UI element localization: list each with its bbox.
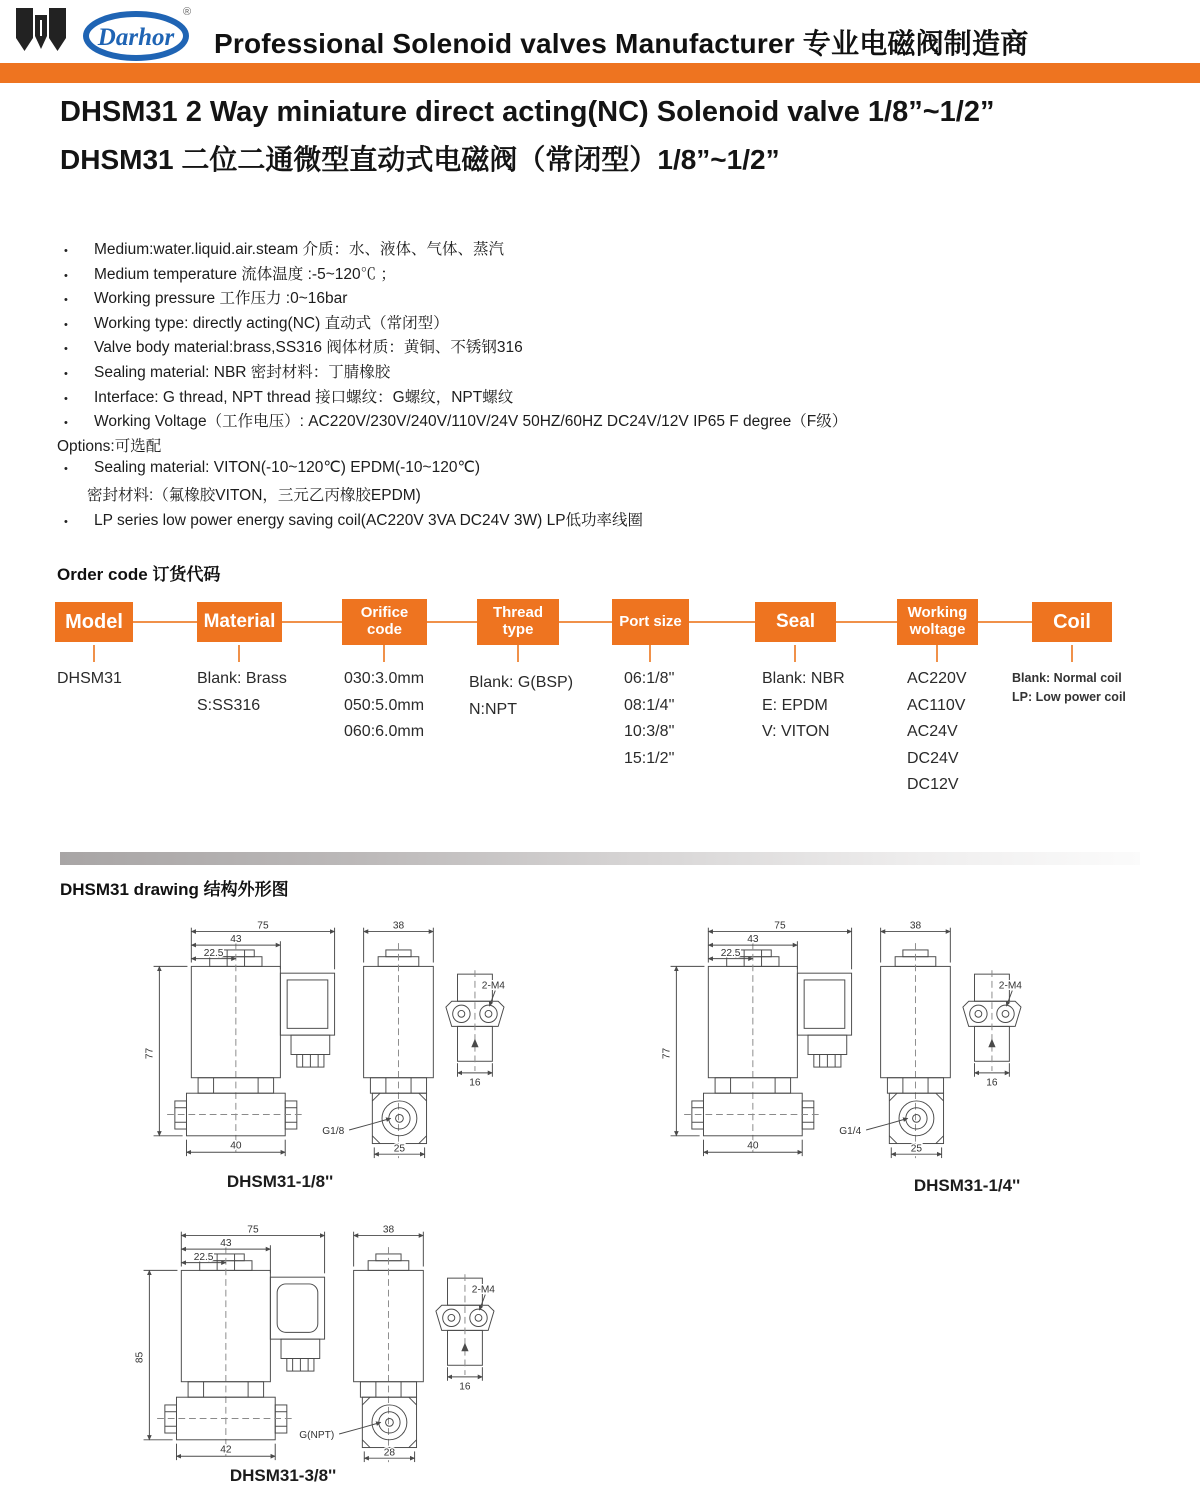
dimension-labels — [145, 921, 506, 1155]
order-drop-line — [794, 645, 796, 662]
bullet-icon: • — [64, 245, 68, 257]
thread-label: G1/8 — [322, 1125, 345, 1137]
order-value: Blank: G(BSP) — [469, 674, 574, 691]
order-values-coil — [1012, 669, 1126, 707]
brand-name: Darhor — [97, 24, 175, 51]
spec-item — [57, 311, 1157, 336]
order-value: 060:6.0mm — [344, 723, 425, 740]
dim-base-width: 42 — [220, 1444, 232, 1456]
dim-side-width: 38 — [392, 920, 405, 932]
darhor-logo-mark-icon — [14, 6, 68, 62]
dim-base-width: 40 — [747, 1140, 759, 1152]
spec-text: Sealing material: VITON(-10~120℃) EPDM(-10~120℃) — [94, 459, 481, 477]
order-value: E: EPDM — [762, 696, 828, 714]
order-value: 06:1/8'' — [624, 670, 675, 687]
screw-label: 2-M4 — [471, 1284, 495, 1296]
order-value: Blank: Normal coil — [1012, 671, 1122, 685]
dim-port-base: 25 — [393, 1143, 406, 1155]
order-values-port-size — [624, 666, 675, 772]
order-drop-line — [517, 645, 519, 662]
spec-item — [57, 262, 1157, 287]
order-value: DC24V — [907, 749, 959, 767]
spec-text: Working Voltage（工作电压）: AC220V/230V/240V/110V/24V 50HZ/60HZ DC24V/12V IP65 F degree（F级） — [94, 413, 848, 431]
spec-item — [57, 286, 1157, 311]
order-values-working-voltage — [907, 666, 967, 799]
figure-caption: DHSM31-1/8'' — [226, 1172, 334, 1191]
front-view — [144, 1232, 325, 1460]
side-view — [339, 1232, 423, 1462]
front-view — [671, 928, 852, 1156]
dim-height: 85 — [134, 1351, 146, 1364]
order-value: AC110V — [907, 696, 966, 714]
bullet-icon: • — [64, 392, 68, 405]
screw-label: 2-M4 — [998, 980, 1022, 992]
side-view — [866, 928, 950, 1158]
bullet-icon: • — [64, 294, 68, 307]
product-title-en: DHSM31 2 Way miniature direct acting(NC) Solenoid valve 1/8”~1/2” — [60, 96, 995, 128]
order-box-model: Model — [55, 602, 133, 642]
figure-caption: DHSM31-1/4'' — [913, 1176, 1021, 1195]
order-value: AC220V — [907, 670, 967, 687]
spec-item-continued — [57, 483, 1157, 508]
order-drop-line — [93, 645, 95, 662]
spec-text: 密封材料:（氟橡胶VITON，三元乙丙橡胶EPDM) — [87, 486, 421, 504]
dim-port-base: 28 — [383, 1447, 396, 1459]
spec-item — [57, 508, 1157, 533]
thread-label: G1/4 — [839, 1125, 862, 1137]
order-box-thread-type: Thread type — [477, 599, 559, 645]
figure-caption: DHSM31-3/8'' — [229, 1466, 337, 1485]
order-box-orifice-code: Orifice code — [342, 599, 427, 645]
order-value: 08:1/4'' — [624, 696, 675, 714]
order-box-port-size: Port size — [612, 599, 689, 645]
order-box-seal: Seal — [755, 602, 836, 642]
bullet-icon: • — [64, 515, 68, 528]
dim-side-width: 38 — [382, 1224, 395, 1236]
dim-total-width: 75 — [247, 1224, 259, 1236]
order-value: AC24V — [907, 723, 958, 740]
spec-list — [57, 237, 1157, 532]
spec-item — [57, 385, 1157, 410]
dim-connector-width: 16 — [986, 1077, 998, 1089]
order-value: N:NPT — [469, 700, 517, 718]
dim-half-width: 22.5 — [193, 1251, 214, 1263]
header-tagline: Professional Solenoid valves Manufacturer 专业电磁阀制造商 — [214, 28, 1029, 59]
dimension-labels — [662, 921, 1023, 1155]
bullet-icon: • — [64, 269, 68, 282]
spec-item — [57, 360, 1157, 385]
order-values-seal — [762, 666, 845, 746]
spec-text: Sealing material: NBR 密封材料：丁腈橡胶 — [94, 363, 391, 381]
dim-total-width: 75 — [257, 920, 269, 932]
order-value: 10:3/8'' — [624, 723, 675, 740]
order-value: DHSM31 — [57, 670, 122, 687]
spec-item — [57, 409, 1157, 434]
order-value: Blank: Brass — [197, 670, 287, 687]
bullet-icon: • — [64, 318, 68, 331]
order-value: 030:3.0mm — [344, 670, 425, 687]
dim-side-width: 38 — [909, 920, 922, 932]
spec-text: Medium:water.liquid.air.steam 介质：水、液体、气体、蒸汽 — [94, 241, 504, 258]
order-values-thread-type — [469, 670, 573, 723]
screw-label: 2-M4 — [481, 980, 505, 992]
order-values-orifice-code — [344, 666, 424, 746]
spec-text: Working pressure 工作压力 :0~16bar — [94, 290, 348, 308]
spec-text: Interface: G thread, NPT thread 接口螺纹：G螺纹，NPT螺纹 — [94, 388, 514, 406]
spec-text: Valve body material:brass,SS316 阀体材质：黄铜、不锈钢316 — [94, 339, 523, 357]
dim-half-width: 22.5 — [720, 947, 741, 959]
order-drop-line — [649, 645, 651, 662]
spec-text: Working type: directly acting(NC) 直动式（常闭型） — [94, 314, 449, 332]
bullet-icon: • — [64, 463, 68, 476]
side-view — [349, 928, 433, 1158]
order-values-material — [197, 666, 287, 719]
order-code-heading: Order code 订货代码 — [57, 565, 221, 584]
dim-height: 77 — [661, 1047, 673, 1060]
dimension-labels — [135, 1225, 496, 1459]
dim-half-width: 22.5 — [203, 947, 224, 959]
spec-item — [57, 458, 1157, 483]
order-value: DC12V — [907, 776, 959, 793]
front-view — [154, 928, 335, 1156]
order-value: Blank: NBR — [762, 670, 845, 687]
bullet-icon: • — [64, 367, 68, 380]
thread-label: G(NPT) — [299, 1429, 335, 1441]
valve-drawing-1-8 — [138, 918, 506, 1160]
order-box-working-voltage: Working woltage — [897, 599, 978, 645]
dim-connector-width: 16 — [469, 1077, 481, 1089]
darhor-logo — [82, 10, 190, 62]
order-value: LP: Low power coil — [1012, 690, 1126, 704]
dim-port-base: 25 — [910, 1143, 923, 1155]
dim-coil-width: 43 — [747, 934, 759, 946]
spec-item — [57, 237, 1157, 262]
dim-coil-width: 43 — [220, 1238, 232, 1250]
order-value: 050:5.0mm — [344, 696, 425, 714]
spec-text: Options:可选配 — [57, 437, 162, 455]
order-drop-line — [383, 645, 385, 662]
dim-base-width: 40 — [230, 1140, 242, 1152]
dim-coil-width: 43 — [230, 934, 242, 946]
order-value: S:SS316 — [197, 696, 261, 714]
registered-mark: ® — [183, 6, 192, 18]
order-drop-line — [936, 645, 938, 662]
spec-item-options — [57, 434, 1157, 459]
bullet-icon: • — [64, 343, 68, 356]
order-value: V: VITON — [762, 723, 830, 740]
product-title-zh: DHSM31 二位二通微型直动式电磁阀（常闭型）1/8”~1/2” — [60, 144, 780, 175]
order-drop-line — [238, 645, 240, 662]
dim-height: 77 — [144, 1047, 156, 1060]
spec-text: Medium temperature 流体温度 :-5~120℃ ； — [94, 265, 396, 283]
valve-drawing-3-8 — [128, 1222, 496, 1464]
spec-text: LP series low power energy saving coil(AC220V 3VA DC24V 3W) LP低功率线圈 — [94, 511, 644, 529]
dim-connector-width: 16 — [459, 1381, 471, 1393]
header-accent-bar — [0, 63, 1200, 83]
bullet-icon: • — [64, 417, 68, 430]
order-drop-line — [1071, 645, 1073, 662]
header — [0, 0, 1200, 85]
section-divider-bar — [60, 852, 1140, 865]
order-value: 15:1/2'' — [624, 749, 675, 767]
spec-item — [57, 335, 1157, 360]
valve-drawing-1-4 — [655, 918, 1023, 1160]
dim-total-width: 75 — [774, 920, 786, 932]
drawing-heading: DHSM31 drawing 结构外形图 — [60, 880, 289, 899]
order-box-material: Material — [197, 602, 282, 642]
order-values-model — [57, 666, 122, 693]
order-box-coil: Coil — [1032, 602, 1112, 642]
